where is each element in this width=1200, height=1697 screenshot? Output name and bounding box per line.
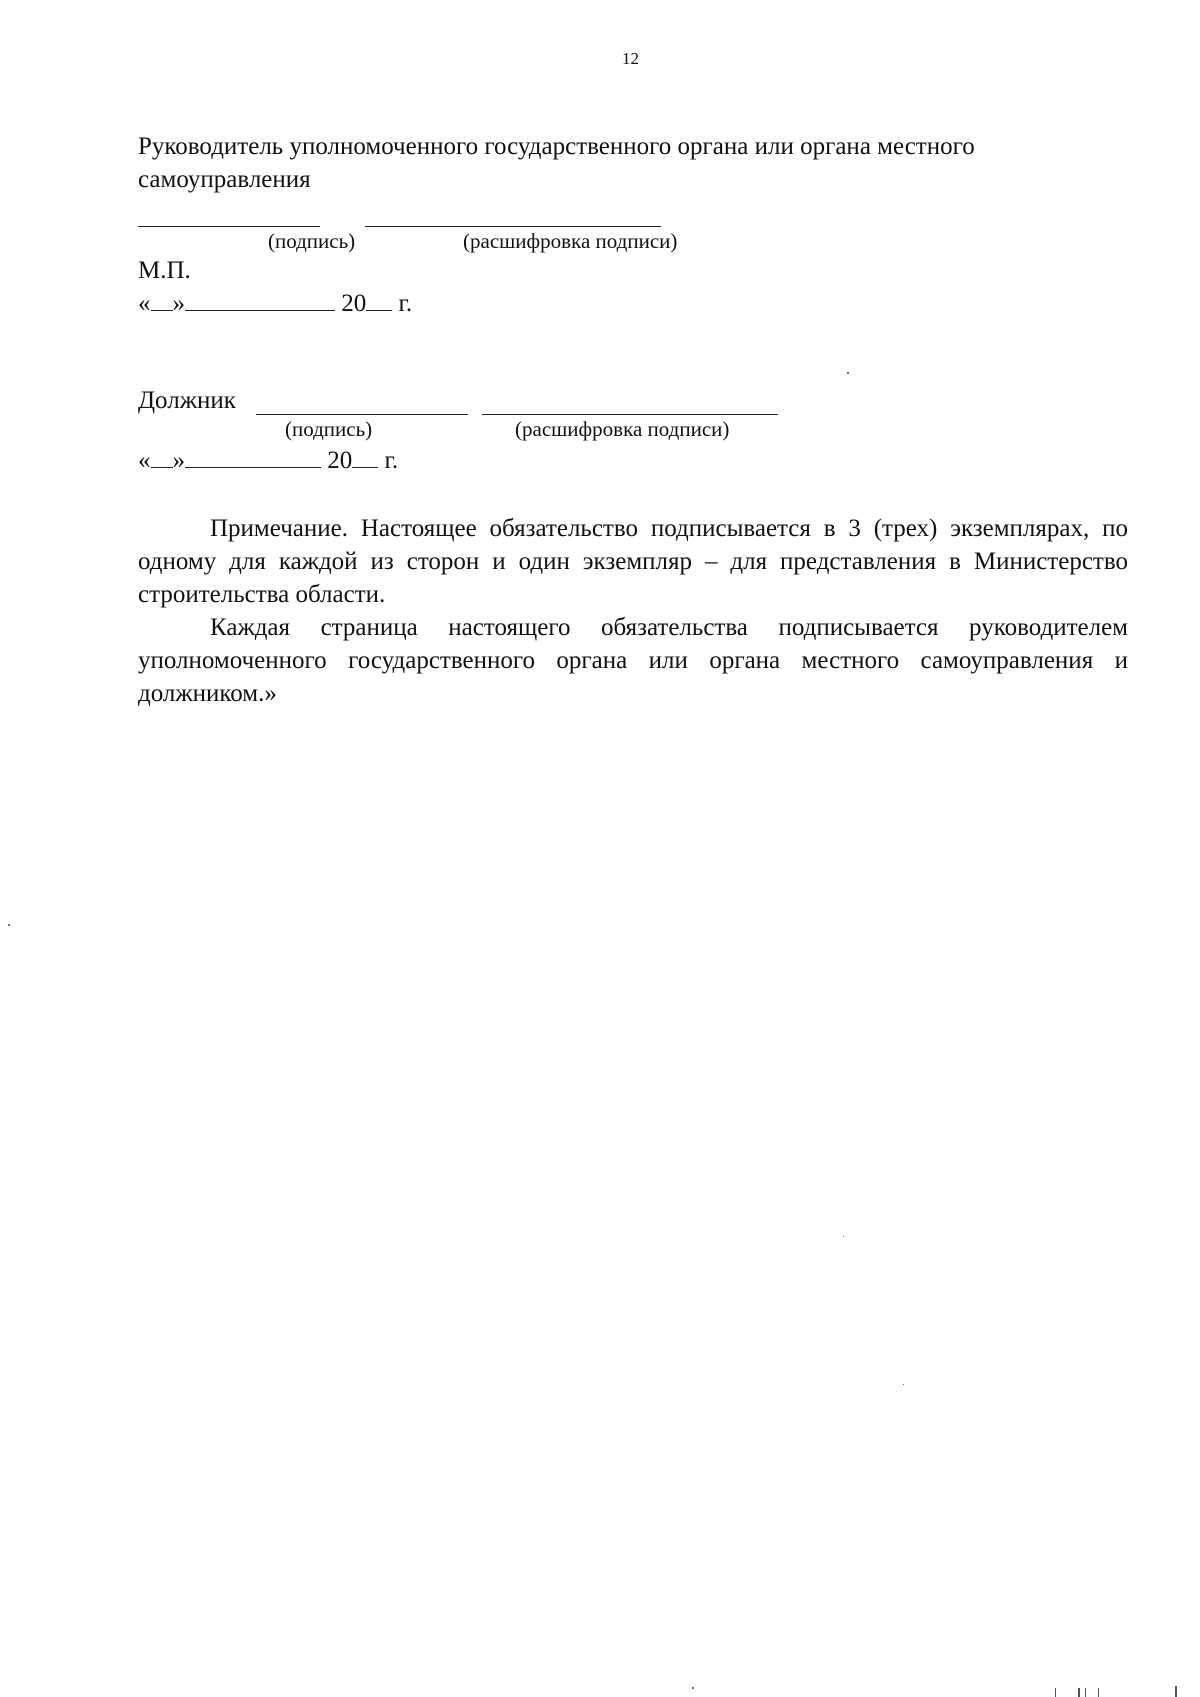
head-signature-caption: (подпись) — [268, 229, 356, 253]
date-close-quote: » — [172, 447, 185, 474]
year-suffix: г. — [398, 290, 413, 317]
page-number: 12 — [622, 49, 639, 68]
date-open-quote: « — [138, 447, 151, 474]
head-signature-line — [138, 226, 320, 227]
scan-edge-mark — [1098, 1688, 1099, 1697]
year-blank — [352, 445, 378, 468]
date-open-quote: « — [138, 290, 151, 317]
scan-speck — [692, 1687, 694, 1689]
head-decipher-line — [365, 226, 661, 227]
day-blank — [151, 445, 173, 468]
date-close-quote: » — [172, 290, 185, 317]
head-title: Руководитель уполномоченного государственного органа или органа местного самоуправления — [138, 133, 975, 193]
scan-speck — [903, 1384, 904, 1385]
scan-speck — [8, 924, 10, 926]
year-suffix: г. — [384, 447, 399, 474]
month-blank — [185, 445, 321, 468]
debtor-decipher-line — [482, 414, 778, 415]
scan-speck — [843, 1236, 844, 1237]
seal-label: М.П. — [138, 257, 191, 284]
scan-edge-mark — [1055, 1688, 1056, 1697]
year-prefix: 20 — [327, 447, 353, 474]
debtor-signature-line — [256, 414, 468, 415]
year-prefix: 20 — [341, 290, 367, 317]
year-blank — [366, 288, 392, 311]
scan-edge-mark — [1078, 1688, 1080, 1697]
debtor-date-line — [138, 444, 398, 477]
scan-speck — [847, 372, 849, 374]
head-date-line — [138, 287, 412, 320]
debtor-decipher-caption: (расшифровка подписи) — [515, 417, 730, 441]
note-paragraph-pages: Каждая страница настоящего обязательства подписывается руководителем уполномоченного государственного органа или органа местного самоуправления и должником.» — [138, 614, 1128, 707]
month-blank — [185, 288, 335, 311]
note-paragraph-copies: Примечание. Настоящее обязательство подписывается в 3 (трех) экземплярах, по одному для каждой из сторон и один экземпляр – для представления в Министерство строительства области. — [138, 515, 1128, 608]
debtor-label: Должник — [138, 387, 236, 414]
day-blank — [151, 288, 173, 311]
debtor-signature-caption: (подпись) — [285, 417, 373, 441]
scan-edge-mark — [1175, 1686, 1177, 1697]
scan-edge-mark — [1085, 1688, 1086, 1697]
head-decipher-caption: (расшифровка подписи) — [463, 229, 678, 253]
